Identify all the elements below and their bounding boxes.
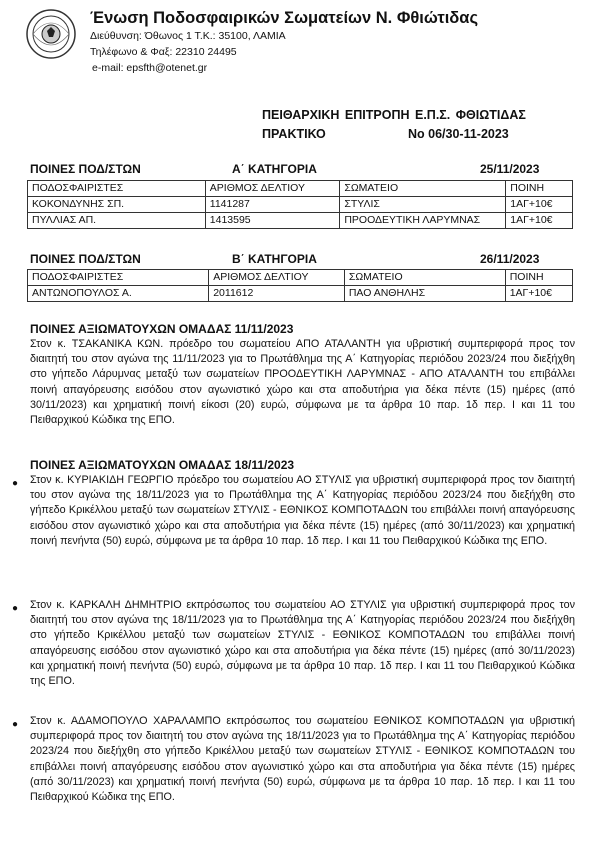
letterhead xyxy=(90,8,478,76)
card-number: 1141287 xyxy=(205,197,340,213)
header-players: ΠΟΔΟΣΦΑΙΡΙΣΤΕΣ xyxy=(28,181,206,197)
club-name: ΠΑΟ ΑΝΘΗΛΗΣ xyxy=(344,286,505,302)
section-a-date: 25/11/2023 xyxy=(480,162,540,176)
officials-item: Στον κ. ΚΑΡΚΑΛΗ ΔΗΜΗΤΡΙΟ εκπρόσωπος του σωματείου ΑΟ ΣΤΥΛΙΣ για υβριστική συμπεριφορά προς τον διαιτητή του στον αγώνα της 18/11/2023 για το Πρωτάθλημα της Α΄ Κατηγορίας περιόδου 2023/24 που διεξήχθη στο γήπεδο Κρικέλλου μεταξύ των σωματείων ΣΤΥΛΙΣ - ΕΘΝΙΚΟΣ ΚΟΜΠΟΤΑΔΩΝ του επιβάλλει ποινή απαγόρευσης εισόδου στον αγωνιστικό χώρο και στα αποδυτήρια για δέκα πέντε (15) ημέρες (από 30/11/2023) και χρηματική ποινή πενήντα (50) ευρώ, σύμφωνα με τα άρθρα 10 παρ. 1δ περ. Ι και 11 του Πειθαρχικού Κώδικα της ΕΠΟ. xyxy=(30,599,575,688)
officials-paragraph-1: Στον κ. ΤΣΑΚΑΝΙΚΑ ΚΩΝ. πρόεδρο του σωματείου ΑΠΟ ΑΤΑΛΑΝΤΗ για υβριστική συμπεριφορά προς τον διαιτητή του στον αγώνα της 11/11/2023 για το Πρωτάθλημα της Α΄ Κατηγορίας περιόδου 2023/24 που διεξήχθη στο γήπεδο Λάρυμνας μεταξύ των σωματείων ΠΡΟΟΔΕΥΤΙΚΗ ΛΑΡΥΜΝΑΣ - ΑΠΟ ΑΤΑΛΑΝΤΗ του επιβάλλει ποινή απαγόρευσης εισόδου στον αγωνιστικό χώρο και στα αποδυτήρια για δέκα πέντε (15) ημέρες (από 30/11/2023) και χρηματική ποινή είκοσι (20) ευρώ, σύμφωνα με τα άρθρα 10 παρ. 1δ περ. Ι και 11 του Πειθαρχικού Κώδικα της ΕΠΟ. xyxy=(30,338,575,427)
header-penalty: ΠΟΙΝΗ xyxy=(506,181,573,197)
header-players: ΠΟΔΟΣΦΑΙΡΙΣΤΕΣ xyxy=(28,270,209,286)
committee-title: ΠΕΙΘΑΡΧΙΚΗ ΕΠΙΤΡΟΠΗ Ε.Π.Σ. ΦΘΙΩΤΙΔΑΣ xyxy=(262,108,526,122)
section-b-category: Β΄ ΚΑΤΗΓΟΡΙΑ xyxy=(232,252,317,266)
organization-name: Ένωση Ποδοσφαιρικών Σωματείων Ν. Φθιώτιδας xyxy=(90,9,479,27)
table-row xyxy=(28,197,573,213)
player-name: ΑΝΤΩΝΟΠΟΥΛΟΣ Α. xyxy=(28,286,209,302)
header-card-number: ΑΡΙΘΜΟΣ ΔΕΛΤΙΟΥ xyxy=(205,181,340,197)
officials-item: Στον κ. ΚΥΡΙΑΚΙΔΗ ΓΕΩΡΓΙΟ πρόεδρο του σωματείου ΑΟ ΣΤΥΛΙΣ για υβριστική συμπεριφορά προς τον διαιτητή του στον αγώνα της 18/11/2023 για το Πρωτάθλημα της Α΄ Κατηγορίας περιόδου 2023/24 που διεξήχθη στο γήπεδο Κρικέλλου μεταξύ των σωματείων ΣΤΥΛΙΣ - ΕΘΝΙΚΟΣ ΚΟΜΠΟΤΑΔΩΝ του επιβάλλει ποινή απαγόρευσης εισόδου στον αγωνιστικό χώρο και στα αποδυτήρια για δέκα πέντε (15) ημέρες (από 30/11/2023) και χρηματική ποινή πενήντα (50) ευρώ, σύμφωνα με τα άρθρα 10 παρ. 1δ περ. Ι και 11 του Πειθαρχικού Κώδικα της ΕΠΟ. xyxy=(30,474,575,547)
officials-heading-2: ΠΟΙΝΕΣ ΑΞΙΩΜΑΤΟΥΧΩΝ ΟΜΑΔΑΣ 18/11/2023 xyxy=(30,458,295,472)
address-line: Διεύθυνση: Όθωνος 1 Τ.Κ.: 35100, ΛΑΜΙΑ xyxy=(90,30,286,42)
section-a-label: ΠΟΙΝΕΣ ΠΟΔ/ΣΤΩΝ xyxy=(30,162,141,176)
section-b-date: 26/11/2023 xyxy=(480,252,540,266)
card-number: 2011612 xyxy=(209,286,345,302)
header-club: ΣΩΜΑΤΕΙΟ xyxy=(344,270,505,286)
header-penalty: ΠΟΙΝΗ xyxy=(505,270,572,286)
bullet-icon: ● xyxy=(12,719,19,730)
section-b-table xyxy=(27,269,573,302)
table-row xyxy=(28,213,573,229)
officials-heading-1: ΠΟΙΝΕΣ ΑΞΙΩΜΑΤΟΥΧΩΝ ΟΜΑΔΑΣ 11/11/2023 xyxy=(30,322,294,336)
phone-line: Τηλέφωνο & Φαξ: 22310 24495 xyxy=(90,46,237,58)
section-a-category: Α΄ ΚΑΤΗΓΟΡΙΑ xyxy=(232,162,317,176)
record-label: ΠΡΑΚΤΙΚΟ xyxy=(262,127,326,141)
section-a-table xyxy=(27,180,573,229)
email-line: e-mail: epsfth@otenet.gr xyxy=(92,62,208,74)
player-name: ΠΥΛΛΙΑΣ ΑΠ. xyxy=(28,213,206,229)
federation-logo-icon xyxy=(25,8,77,60)
federation-logo xyxy=(25,8,77,60)
bullet-icon: ● xyxy=(12,603,19,614)
penalty: 1ΑΓ+10€ xyxy=(505,286,572,302)
player-name: ΚΟΚΟΝΔΥΝΗΣ ΣΠ. xyxy=(28,197,206,213)
header-club: ΣΩΜΑΤΕΙΟ xyxy=(340,181,506,197)
club-name: ΣΤΥΛΙΣ xyxy=(340,197,506,213)
card-number: 1413595 xyxy=(205,213,340,229)
club-name: ΠΡΟΟΔΕΥΤΙΚΗ ΛΑΡΥΜΝΑΣ xyxy=(340,213,506,229)
section-b-label: ΠΟΙΝΕΣ ΠΟΔ/ΣΤΩΝ xyxy=(30,252,141,266)
penalty: 1ΑΓ+10€ xyxy=(506,197,573,213)
table-header-row xyxy=(28,270,573,286)
officials-item: Στον κ. ΑΔΑΜΟΠΟΥΛΟ ΧΑΡΑΛΑΜΠΟ εκπρόσωπος του σωματείου ΕΘΝΙΚΟΣ ΚΟΜΠΟΤΑΔΩΝ για υβριστική συμπεριφορά προς τον διαιτητή του στον αγώνα της 18/11/2023 για το Πρωτάθλημα της Α΄ Κατηγορίας περιόδου 2023/24 που διεξήχθη στο γήπεδο Κρικέλλου μεταξύ των σωματείων ΣΤΥΛΙΣ - ΕΘΝΙΚΟΣ ΚΟΜΠΟΤΑΔΩΝ του επιβάλλει ποινή απαγόρευσης εισόδου στον αγωνιστικό χώρο και στα αποδυτήρια για δέκα πέντε (15) ημέρες (από 30/11/2023) και χρηματική ποινή πενήντα (50) ευρώ, σύμφωνα με τα άρθρα 10 παρ. 1δ περ. Ι και 11 του Πειθαρχικού Κώδικα της ΕΠΟ. xyxy=(30,715,575,804)
table-row xyxy=(28,286,573,302)
penalty: 1ΑΓ+10€ xyxy=(506,213,573,229)
header-card-number: ΑΡΙΘΜΟΣ ΔΕΛΤΙΟΥ xyxy=(209,270,345,286)
record-number: Νο 06/30-11-2023 xyxy=(408,127,509,141)
bullet-icon: ● xyxy=(12,478,19,489)
table-header-row xyxy=(28,181,573,197)
